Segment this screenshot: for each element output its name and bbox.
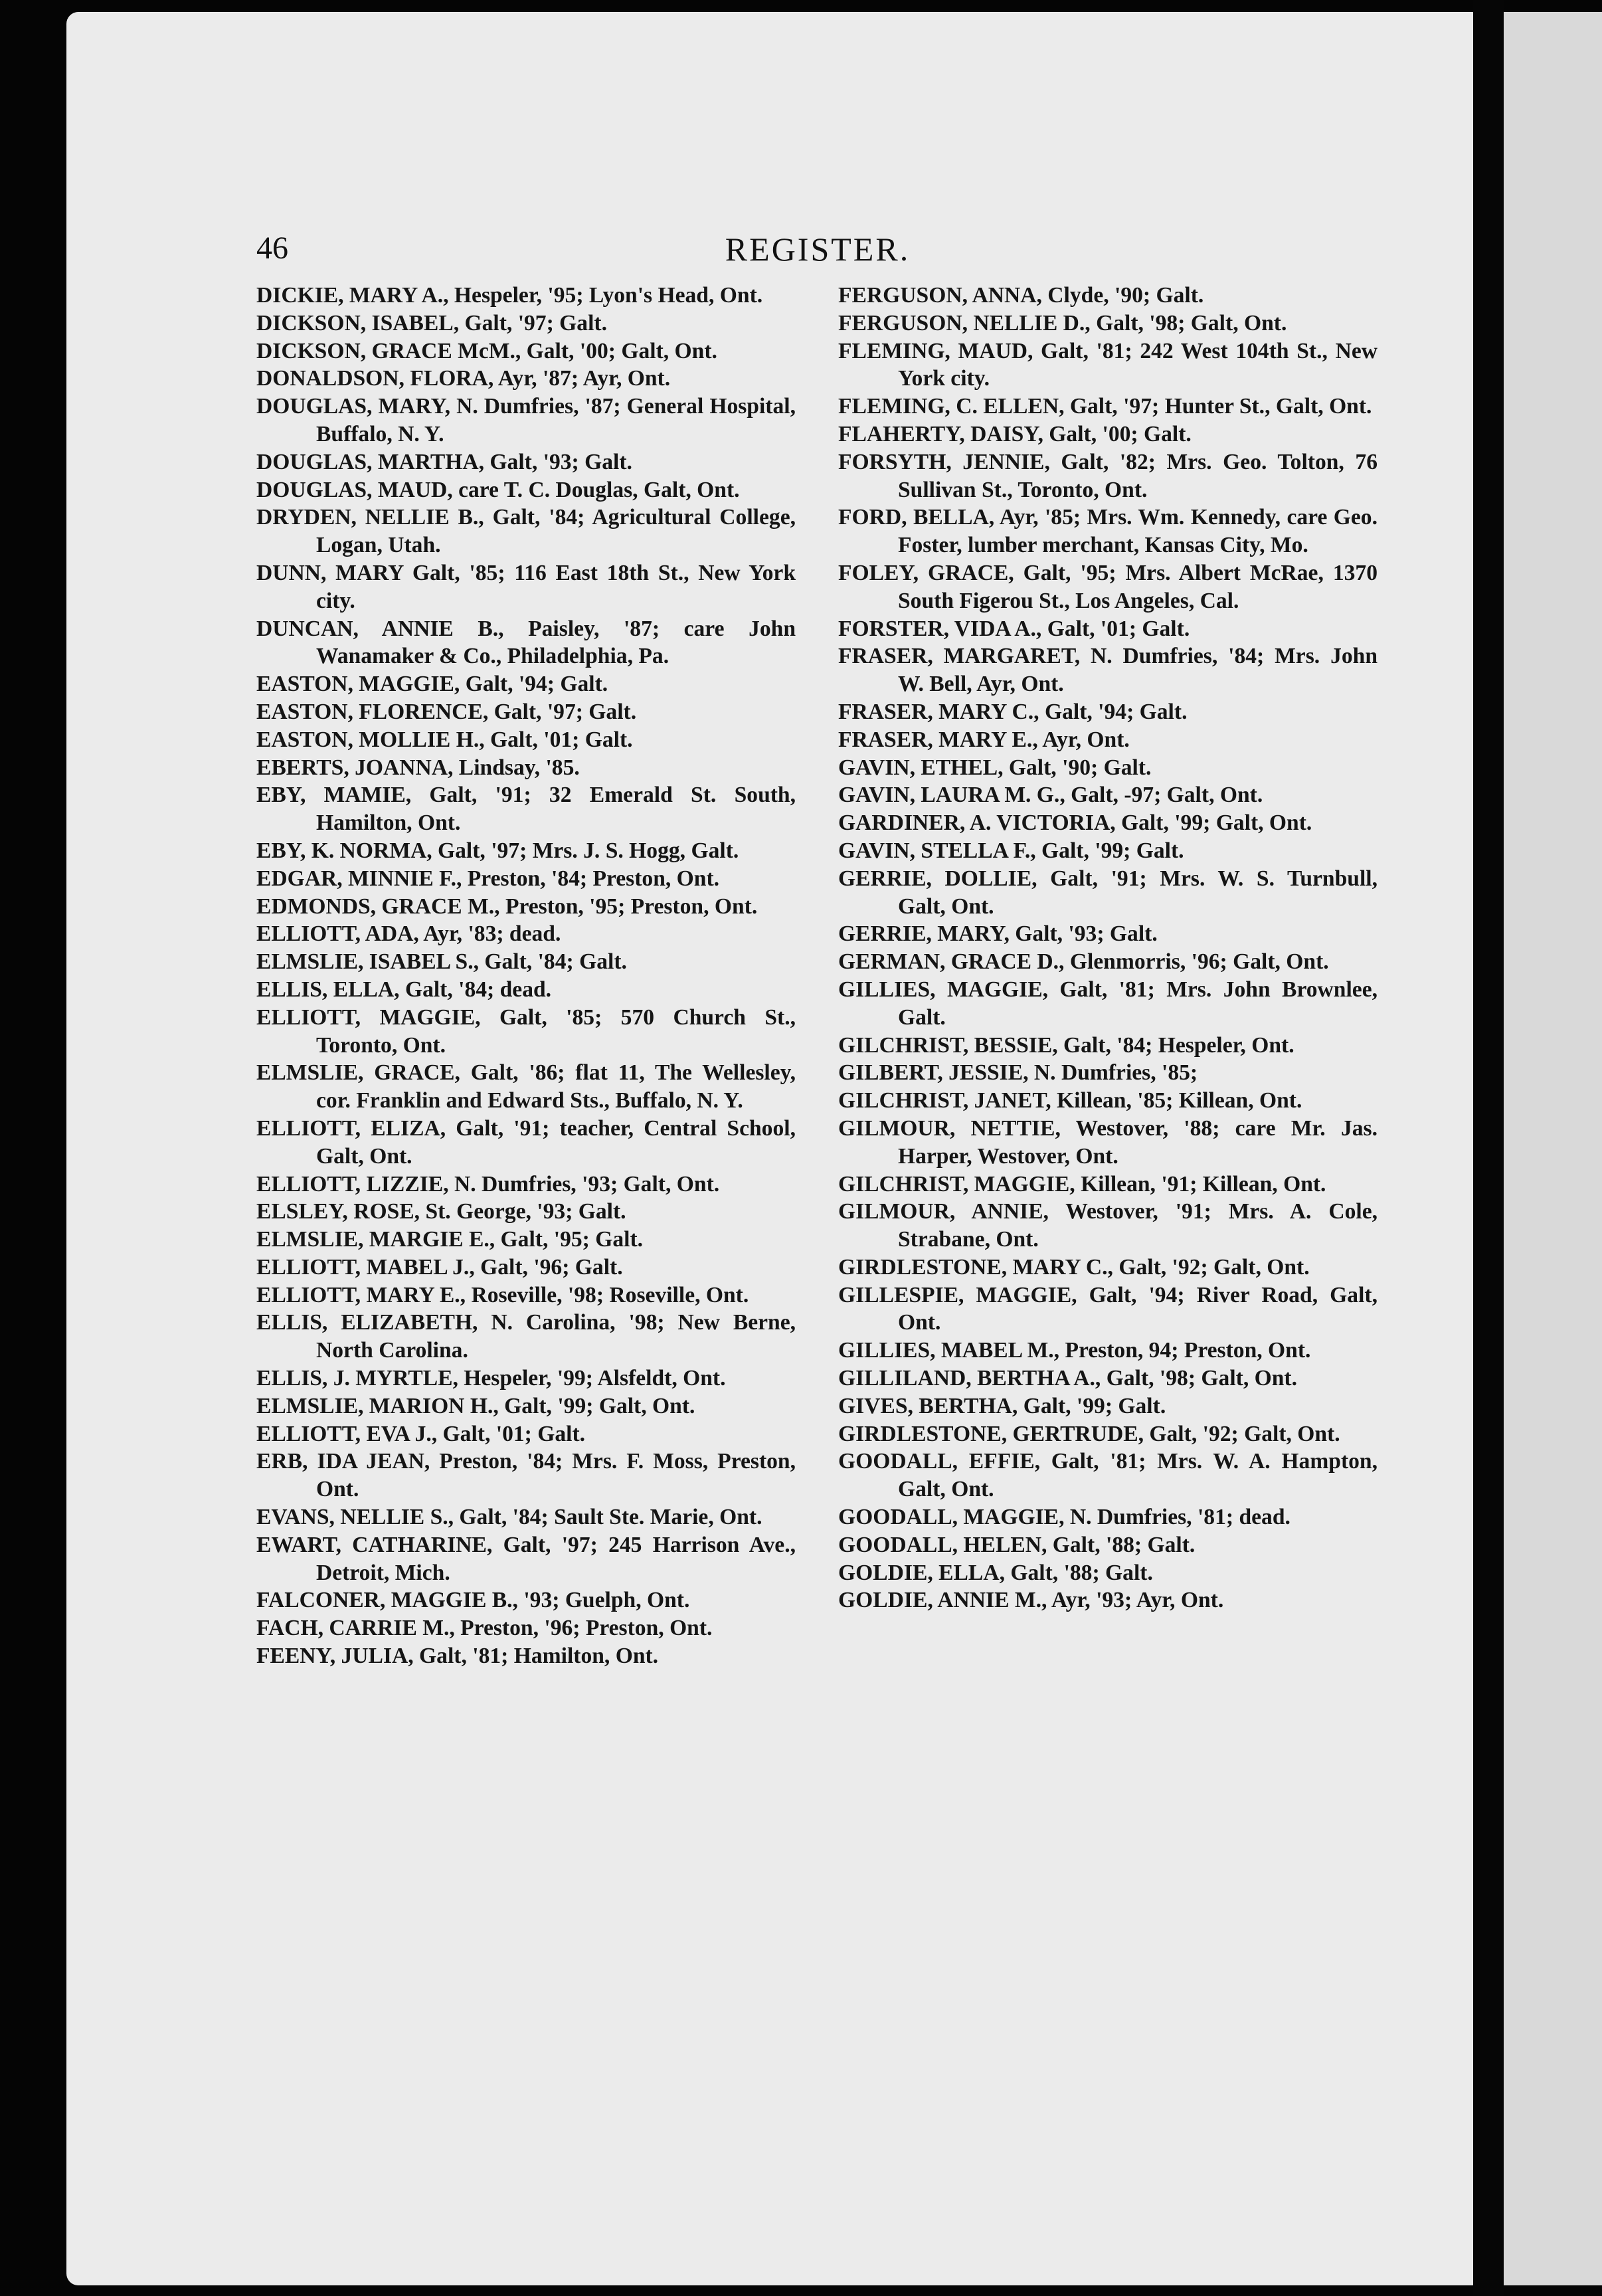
register-entry: GILLESPIE, MAGGIE, Galt, '94; River Road, Galt, Ont. [838,1282,1378,1335]
register-entry: GAVIN, STELLA F., Galt, '99; Galt. [838,838,1184,863]
register-entry: ELLIOTT, ELIZA, Galt, '91; teacher, Central School, Galt, Ont. [256,1115,796,1169]
register-entry: GILLIES, MAGGIE, Galt, '81; Mrs. John Brownlee, Galt. [838,977,1378,1030]
register-entry: EWART, CATHARINE, Galt, '97; 245 Harrison Ave., Detroit, Mich. [256,1532,796,1585]
page-header [256,230,1379,270]
register-entry: GOODALL, MAGGIE, N. Dumfries, '81; dead. [838,1505,1290,1530]
register-entry: ELLIOTT, LIZZIE, N. Dumfries, '93; Galt, Ont. [256,1171,720,1196]
register-entry: FERGUSON, NELLIE D., Galt, '98; Galt, Ont. [838,310,1287,335]
register-entry: ELMSLIE, ISABEL S., Galt, '84; Galt. [256,949,627,975]
register-entry: FLEMING, MAUD, Galt, '81; 242 West 104th St., New York city. [838,338,1378,391]
register-entry: GOODALL, HELEN, Galt, '88; Galt. [838,1532,1196,1557]
register-entry: DOUGLAS, MAUD, care T. C. Douglas, Galt, Ont. [256,477,740,502]
register-entry: GERRIE, MARY, Galt, '93; Galt. [838,921,1158,947]
register-entry: FLAHERTY, DAISY, Galt, '00; Galt. [838,421,1192,446]
register-entry: FLEMING, C. ELLEN, Galt, '97; Hunter St., Galt, Ont. [838,394,1372,419]
register-entry: DOUGLAS, MARTHA, Galt, '93; Galt. [256,449,632,474]
register-entry: FALCONER, MAGGIE B., '93; Guelph, Ont. [256,1588,690,1613]
register-entry: ELLIOTT, MARY E., Roseville, '98; Roseville, Ont. [256,1282,749,1307]
register-entry: GOLDIE, ANNIE M., Ayr, '93; Ayr, Ont. [838,1588,1224,1613]
register-entry: GOODALL, EFFIE, Galt, '81; Mrs. W. A. Hampton, Galt, Ont. [838,1449,1378,1502]
register-entry: GILMOUR, NETTIE, Westover, '88; care Mr. Jas. Harper, Westover, Ont. [838,1115,1378,1169]
register-entry: GAVIN, ETHEL, Galt, '90; Galt. [838,755,1152,780]
register-entry: ELMSLIE, MARGIE E., Galt, '95; Galt. [256,1227,644,1252]
register-entry: ELLIOTT, EVA J., Galt, '01; Galt. [256,1421,586,1446]
register-entry: FORSTER, VIDA A., Galt, '01; Galt. [838,616,1190,641]
register-entry: GILBERT, JESSIE, N. Dumfries, '85; [838,1060,1198,1086]
register-entry: ELLIOTT, ADA, Ayr, '83; dead. [256,921,561,947]
register-entry: ELLIS, ELLA, Galt, '84; dead. [256,977,552,1002]
register-entry: ELLIOTT, MAGGIE, Galt, '85; 570 Church St., Toronto, Ont. [256,1004,796,1058]
page-number: 46 [256,231,288,266]
register-entry: FEENY, JULIA, Galt, '81; Hamilton, Ont. [256,1644,659,1669]
left-column [256,282,796,2102]
register-entry: EBERTS, JOANNA, Lindsay, '85. [256,755,580,780]
register-entry: GIVES, BERTHA, Galt, '99; Galt. [838,1393,1166,1418]
register-entry: FACH, CARRIE M., Preston, '96; Preston, Ont. [256,1616,713,1641]
page-gutter [1473,0,1504,2296]
register-entry: GILCHRIST, JANET, Killean, '85; Killean, Ont. [838,1088,1302,1113]
register-entry: GARDINER, A. VICTORIA, Galt, '99; Galt, Ont. [838,811,1312,836]
register-entry: DICKIE, MARY A., Hespeler, '95; Lyon's Head, Ont. [256,283,763,308]
register-entry: GILLILAND, BERTHA A., Galt, '98; Galt, Ont. [838,1366,1297,1391]
register-entry: ELLIS, J. MYRTLE, Hespeler, '99; Alsfeldt, Ont. [256,1366,726,1391]
register-entry: FERGUSON, ANNA, Clyde, '90; Galt. [838,283,1204,308]
register-entry: GILCHRIST, MAGGIE, Killean, '91; Killean, Ont. [838,1171,1326,1196]
register-entry: GERMAN, GRACE D., Glenmorris, '96; Galt, Ont. [838,949,1329,975]
register-entry: FOLEY, GRACE, Galt, '95; Mrs. Albert McRae, 1370 South Figerou St., Los Angeles, Cal. [838,560,1378,613]
register-entry: GILMOUR, ANNIE, Westover, '91; Mrs. A. Cole, Strabane, Ont. [838,1199,1378,1252]
register-entry: FRASER, MARY E., Ayr, Ont. [838,727,1130,752]
register-entry: ELSLEY, ROSE, St. George, '93; Galt. [256,1199,626,1224]
facing-page-edge [1504,12,1602,2285]
register-entry: FORSYTH, JENNIE, Galt, '82; Mrs. Geo. Tolton, 76 Sullivan St., Toronto, Ont. [838,449,1378,502]
register-entry: FRASER, MARGARET, N. Dumfries, '84; Mrs. John W. Bell, Ayr, Ont. [838,644,1378,697]
register-entry: EVANS, NELLIE S., Galt, '84; Sault Ste. Marie, Ont. [256,1505,762,1530]
register-entry: DRYDEN, NELLIE B., Galt, '84; Agricultural College, Logan, Utah. [256,505,796,558]
register-entry: DONALDSON, FLORA, Ayr, '87; Ayr, Ont. [256,366,671,391]
register-entry: GOLDIE, ELLA, Galt, '88; Galt. [838,1560,1153,1585]
register-entry: GERRIE, DOLLIE, Galt, '91; Mrs. W. S. Turnbull, Galt, Ont. [838,866,1378,919]
register-entry: EBY, K. NORMA, Galt, '97; Mrs. J. S. Hogg, Galt. [256,838,739,863]
register-entry: EDGAR, MINNIE F., Preston, '84; Preston, Ont. [256,866,720,891]
register-entry: FRASER, MARY C., Galt, '94; Galt. [838,699,1188,724]
register-entry: GAVIN, LAURA M. G., Galt, -97; Galt, Ont. [838,783,1263,808]
register-entry: DUNN, MARY Galt, '85; 116 East 18th St., New York city. [256,560,796,613]
register-entry: FORD, BELLA, Ayr, '85; Mrs. Wm. Kennedy, care Geo. Foster, lumber merchant, Kansas City, Mo. [838,505,1378,558]
register-entry: EASTON, MOLLIE H., Galt, '01; Galt. [256,727,633,752]
register-entry: GILLIES, MABEL M., Preston, 94; Preston, Ont. [838,1338,1311,1363]
register-entry: EBY, MAMIE, Galt, '91; 32 Emerald St. South, Hamilton, Ont. [256,783,796,836]
right-column [838,282,1378,2102]
register-entry: ELLIS, ELIZABETH, N. Carolina, '98; New Berne, North Carolina. [256,1310,796,1363]
register-entry: EASTON, MAGGIE, Galt, '94; Galt. [256,672,608,697]
register-entry: DOUGLAS, MARY, N. Dumfries, '87; General Hospital, Buffalo, N. Y. [256,394,796,446]
register-entry: GIRDLESTONE, MARY C., Galt, '92; Galt, Ont. [838,1254,1310,1280]
register-entry: ERB, IDA JEAN, Preston, '84; Mrs. F. Moss, Preston, Ont. [256,1449,796,1502]
register-entry: DICKSON, GRACE McM., Galt, '00; Galt, Ont. [256,338,717,363]
register-entry: GILCHRIST, BESSIE, Galt, '84; Hespeler, Ont. [838,1032,1294,1058]
register-entry: DICKSON, ISABEL, Galt, '97; Galt. [256,310,607,335]
register-entry: EDMONDS, GRACE M., Preston, '95; Preston, Ont. [256,894,758,919]
register-entry: GIRDLESTONE, GERTRUDE, Galt, '92; Galt, Ont. [838,1421,1340,1446]
register-entry: ELLIOTT, MABEL J., Galt, '96; Galt. [256,1254,623,1280]
register-entry: EASTON, FLORENCE, Galt, '97; Galt. [256,699,637,724]
running-title: REGISTER. [725,231,911,268]
register-entry: ELMSLIE, MARION H., Galt, '99; Galt, Ont. [256,1393,695,1418]
register-entry: DUNCAN, ANNIE B., Paisley, '87; care John Wanamaker & Co., Philadelphia, Pa. [256,616,796,669]
register-entry: ELMSLIE, GRACE, Galt, '86; flat 11, The Wellesley, cor. Franklin and Edward Sts., Buffalo, N. Y. [256,1060,796,1113]
